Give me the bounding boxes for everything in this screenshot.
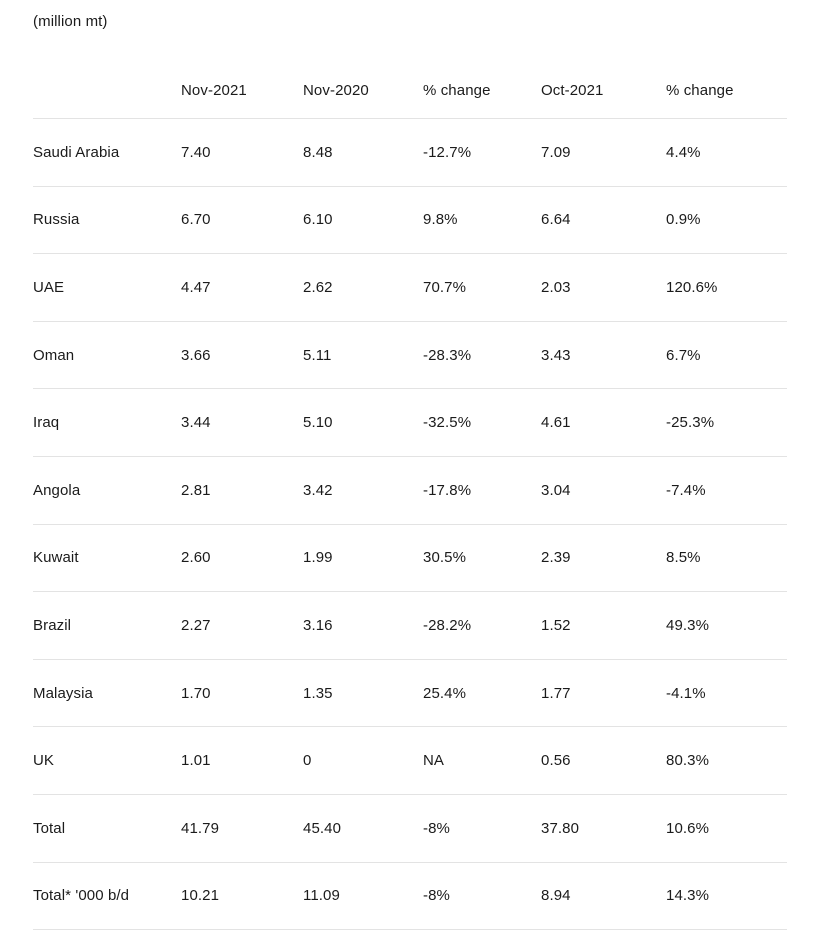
row-label: Total	[33, 819, 66, 837]
row-label: Kuwait	[33, 549, 79, 567]
table-row	[33, 321, 787, 389]
cell-oct-2021: 3.43	[541, 346, 571, 364]
cell-nov-2020: 0	[303, 752, 312, 770]
row-label: Malaysia	[33, 684, 93, 702]
table-row-total-bpd	[33, 862, 787, 930]
cell-oct-2021: 4.61	[541, 414, 571, 432]
table-row	[33, 727, 787, 795]
data-table-container	[33, 62, 787, 930]
cell-nov-2020: 5.11	[303, 346, 332, 364]
table-row	[33, 254, 787, 322]
cell-nov-2021: 1.70	[181, 684, 211, 702]
cell-change-yoy: -8%	[423, 819, 450, 837]
row-label: UK	[33, 752, 55, 770]
row-label: Oman	[33, 346, 75, 364]
row-label: Saudi Arabia	[33, 143, 120, 161]
table-row	[33, 592, 787, 660]
cell-oct-2021: 3.04	[541, 481, 571, 499]
cell-nov-2021: 3.44	[181, 414, 211, 432]
crude-imports-table	[33, 62, 787, 930]
cell-nov-2021: 4.47	[181, 278, 211, 296]
cell-change-yoy: 30.5%	[423, 549, 467, 567]
unit-note: (million mt)	[33, 13, 108, 30]
cell-oct-2021: 2.03	[541, 278, 571, 296]
cell-nov-2021: 41.79	[181, 819, 220, 837]
cell-nov-2020: 45.40	[303, 819, 342, 837]
row-label: Russia	[33, 211, 80, 229]
cell-nov-2020: 2.62	[303, 278, 333, 296]
cell-nov-2020: 5.10	[303, 414, 333, 432]
table-row	[33, 389, 787, 457]
column-header-nov-2020: Nov-2020	[303, 62, 423, 119]
cell-oct-2021: 6.64	[541, 211, 571, 229]
cell-change-yoy: -17.8%	[423, 481, 472, 499]
table-header	[33, 62, 787, 119]
cell-change-mom: 8.5%	[666, 549, 701, 567]
cell-nov-2021: 1.01	[181, 752, 211, 770]
table-row	[33, 524, 787, 592]
cell-nov-2020: 6.10	[303, 211, 333, 229]
cell-oct-2021: 1.77	[541, 684, 571, 702]
cell-nov-2020: 8.48	[303, 143, 333, 161]
table-header-row	[33, 62, 787, 119]
column-header-label	[33, 62, 181, 119]
cell-change-yoy: -28.3%	[423, 346, 472, 364]
cell-nov-2020: 1.99	[303, 549, 333, 567]
cell-change-mom: 120.6%	[666, 278, 718, 296]
cell-change-yoy: 9.8%	[423, 211, 458, 229]
cell-change-yoy: 70.7%	[423, 278, 467, 296]
cell-nov-2021: 7.40	[181, 143, 211, 161]
row-label: Brazil	[33, 616, 72, 634]
cell-nov-2021: 6.70	[181, 211, 211, 229]
table-row-total	[33, 794, 787, 862]
table-row	[33, 659, 787, 727]
cell-oct-2021: 37.80	[541, 819, 580, 837]
cell-change-mom: 14.3%	[666, 887, 710, 905]
cell-change-mom: 49.3%	[666, 616, 710, 634]
table-row	[33, 186, 787, 254]
cell-nov-2020: 1.35	[303, 684, 333, 702]
cell-oct-2021: 7.09	[541, 143, 571, 161]
column-header-change-yoy: % change	[423, 62, 541, 119]
column-header-change-mom: % change	[666, 62, 787, 119]
table-row	[33, 119, 787, 187]
column-header-oct-2021: Oct-2021	[541, 62, 666, 119]
cell-change-mom: -25.3%	[666, 414, 715, 432]
cell-nov-2020: 11.09	[303, 887, 340, 905]
table-body	[33, 119, 787, 930]
cell-change-mom: 10.6%	[666, 819, 710, 837]
cell-change-yoy: -32.5%	[423, 414, 472, 432]
row-label: Angola	[33, 481, 81, 499]
row-label: Iraq	[33, 414, 60, 432]
column-header-nov-2021: Nov-2021	[181, 62, 303, 119]
cell-change-mom: 0.9%	[666, 211, 701, 229]
cell-oct-2021: 0.56	[541, 752, 571, 770]
cell-oct-2021: 2.39	[541, 549, 571, 567]
cell-change-mom: 4.4%	[666, 143, 701, 161]
cell-change-mom: -7.4%	[666, 481, 706, 499]
cell-change-mom: -4.1%	[666, 684, 706, 702]
cell-nov-2021: 2.27	[181, 616, 211, 634]
row-label: UAE	[33, 278, 65, 296]
cell-change-mom: 6.7%	[666, 346, 701, 364]
table-row	[33, 456, 787, 524]
cell-nov-2020: 3.42	[303, 481, 333, 499]
cell-nov-2021: 2.60	[181, 549, 211, 567]
cell-oct-2021: 1.52	[541, 616, 571, 634]
cell-change-yoy: -28.2%	[423, 616, 472, 634]
cell-change-mom: 80.3%	[666, 752, 710, 770]
row-label: Total* '000 b/d	[33, 887, 130, 905]
cell-change-yoy: NA	[423, 752, 445, 770]
cell-oct-2021: 8.94	[541, 887, 571, 905]
cell-nov-2021: 10.21	[181, 887, 220, 905]
cell-nov-2021: 3.66	[181, 346, 211, 364]
cell-nov-2020: 3.16	[303, 616, 333, 634]
cell-nov-2021: 2.81	[181, 481, 211, 499]
cell-change-yoy: -12.7%	[423, 143, 472, 161]
cell-change-yoy: -8%	[423, 887, 450, 905]
cell-change-yoy: 25.4%	[423, 684, 467, 702]
